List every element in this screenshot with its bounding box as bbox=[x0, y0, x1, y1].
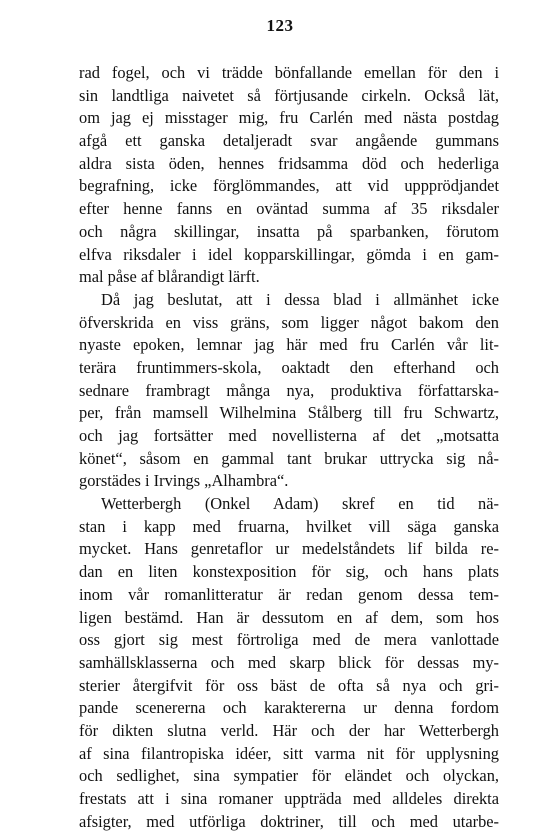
text-line: nyaste epoken, lemnar jag här med fru Carlén vår lit- bbox=[79, 335, 499, 355]
text-line: mal påse af blårandigt lärft. bbox=[79, 267, 260, 287]
text-line: sin landtliga naivetet så förtjusande cirkeln. Också lät, bbox=[79, 85, 499, 105]
text-line: samhällsklasserna och med skarp blick för dessas my- bbox=[79, 652, 499, 672]
text-line: gorstädes i Irvings „Alhambra“. bbox=[79, 471, 289, 491]
text-line: pande scenererna och karaktererna ur denna fordom bbox=[79, 698, 499, 718]
text-line: könet“, såsom en gammal tant brukar uttrycka sig nå- bbox=[79, 448, 499, 468]
text-line: sterier återgifvit för oss bäst de ofta så nya och gri- bbox=[79, 675, 499, 695]
text-line: rad fogel, och vi trädde bönfallande emellan för den i bbox=[79, 63, 499, 82]
text-line: afsigter, med utförliga doktriner, till och med utarbe- bbox=[79, 811, 499, 831]
text-line: oss gjort sig mest förtroliga med de mera vanlottade bbox=[79, 630, 499, 650]
text-line: stan i kapp med fruarna, hvilket vill säga ganska bbox=[79, 516, 499, 536]
text-line: sednare frambragt många nya, produktiva författarska- bbox=[79, 380, 499, 400]
text-line: af sina filantropiska idéer, sitt varma nit för upplysning bbox=[79, 743, 499, 763]
text-line: Wetterbergh (Onkel Adam) skref en tid nä- bbox=[101, 494, 499, 514]
text-line: och sedlighet, sina sympatier för eländet och olyckan, bbox=[79, 766, 499, 786]
text-line: afgå ett ganska detaljeradt svar angående gummans bbox=[79, 131, 499, 151]
text-line: om jag ej misstager mig, fru Carlén med nästa postdag bbox=[79, 108, 499, 128]
text-line: inom vår romanlitteratur är redan genom dessa tem- bbox=[79, 584, 499, 604]
body-text bbox=[79, 62, 499, 833]
text-line: per, från mamsell Wilhelmina Stålberg till fru Schwartz, bbox=[79, 403, 499, 423]
text-line: terära fruntimmers-skola, oaktadt den efterhand och bbox=[79, 357, 499, 377]
text-line: aldra sista öden, hennes fridsamma död och hederliga bbox=[79, 153, 499, 173]
text-line: elfva riksdaler i idel kopparskillingar, gömda i en gam- bbox=[79, 244, 499, 264]
text-line: mycket. Hans genretaflor ur medelståndets lif bilda re- bbox=[79, 539, 499, 559]
text-line: och några skillingar, insatta på sparbanken, förutom bbox=[79, 221, 499, 241]
text-line: begrafning, icke förglömmandes, att vid uppprödjandet bbox=[79, 176, 499, 196]
text-line: ligen bestämd. Han är dessutom en af dem, som hos bbox=[79, 607, 499, 627]
text-line: öfverskrida en viss gräns, som ligger något bakom den bbox=[79, 312, 499, 332]
text-line: och jag fortsätter med novellisterna af det „motsatta bbox=[79, 426, 499, 445]
text-line: för dikten slutna verld. Här och der har Wetterbergh bbox=[79, 720, 499, 740]
page-number: 123 bbox=[266, 16, 294, 35]
text-line: efter henne fanns en oväntad summa af 35 riksdaler bbox=[79, 199, 499, 219]
text-line: Då jag beslutat, att i dessa blad i allmänhet icke bbox=[101, 289, 499, 309]
text-line: dan en liten konstexposition för sig, och hans plats bbox=[79, 562, 499, 582]
text-line: frestats att i sina romaner uppträda med alldeles direkta bbox=[79, 789, 499, 808]
